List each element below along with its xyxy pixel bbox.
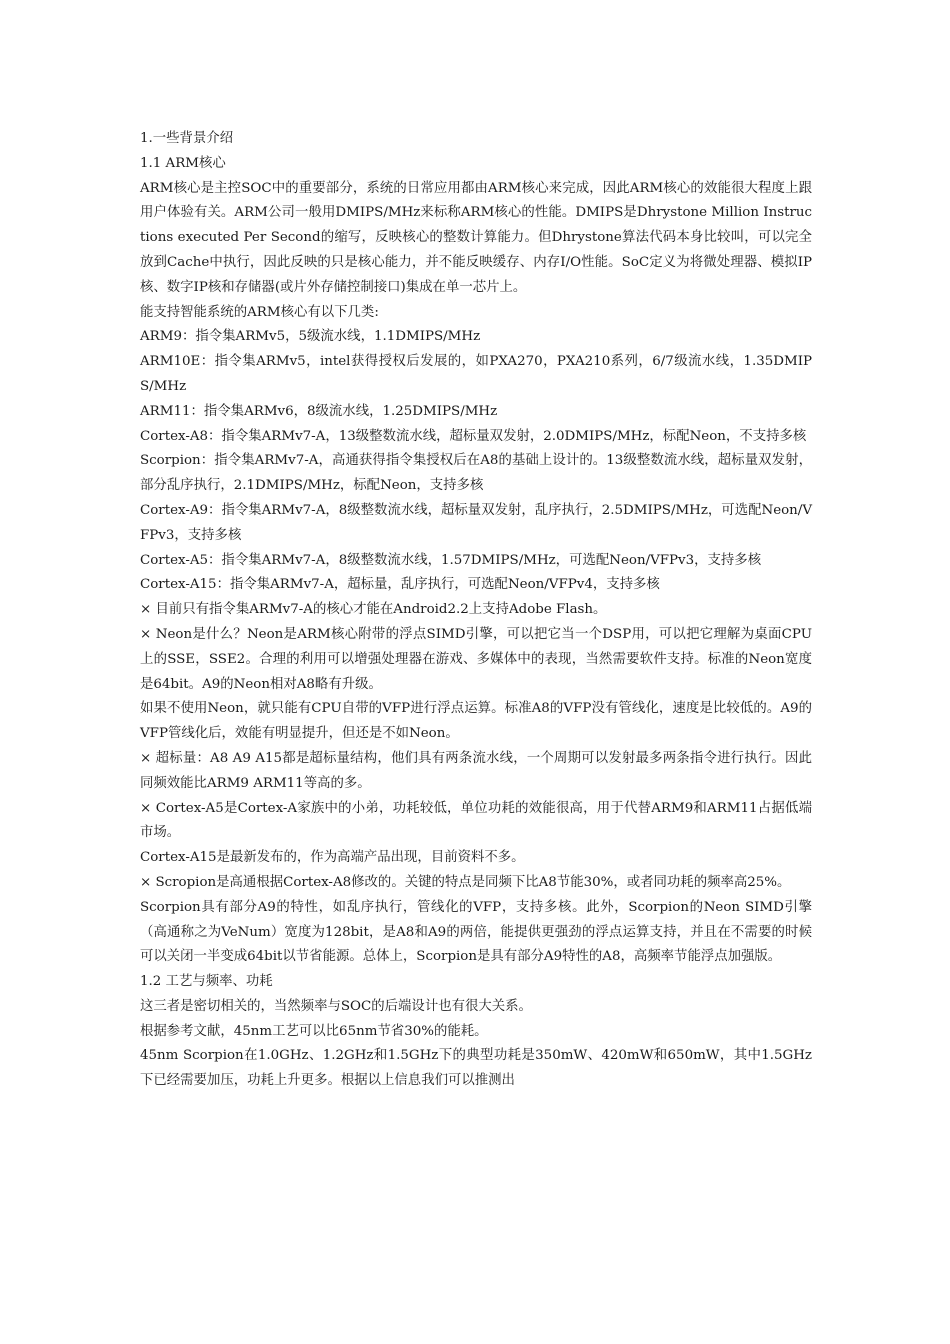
paragraph-note-flash: × 目前只有指令集ARMv7-A的核心才能在Android2.2上支持Adobe Flash。 — [140, 602, 607, 618]
paragraph-scorpion: Scorpion：指令集ARMv7-A，高通获得指令集授权后在A8的基础上设计的。13级整数流水线，超标量双发射，部分乱序执行，2.1DMIPS/MHz，标配Neon，支持多核 — [140, 453, 812, 494]
section-heading-1-2: 1.2 工艺与频率、功耗 — [140, 974, 273, 990]
paragraph-process-relation: 这三者是密切相关的，当然频率与SOC的后端设计也有很大关系。 — [140, 998, 532, 1014]
paragraph-core-list-intro: 能支持智能系统的ARM核心有以下几类: — [140, 304, 379, 320]
paragraph-scorpion-power: 45nm Scorpion在1.0GHz、1.2GHz和1.5GHz下的典型功耗是350mW、420mW和650mW，其中1.5GHz下已经需要加压，功耗上升更多。根据以上信息我们可以推测出 — [140, 1048, 812, 1089]
paragraph-cortex-a9: Cortex-A9：指令集ARMv7-A，8级整数流水线，超标量双发射，乱序执行，2.5DMIPS/MHz，可选配Neon/VFPv3，支持多核 — [140, 502, 812, 543]
paragraph-cortex-a15: Cortex-A15：指令集ARMv7-A，超标量，乱序执行，可选配Neon/VFPv4，支持多核 — [140, 577, 660, 593]
paragraph-vfp: 如果不使用Neon，就只能有CPU自带的VFP进行浮点运算。标准A8的VFP没有管线化，速度是比较低的。A9的VFP管线化后，效能有明显提升，但还是不如Neon。 — [140, 701, 812, 742]
paragraph-arm10e: ARM10E：指令集ARMv5，intel获得授权后发展的，如PXA270，PXA210系列，6/7级流水线，1.35DMIPS/MHz — [140, 354, 812, 394]
paragraph-scorpion-features: Scorpion具有部分A9的特性，如乱序执行，管线化的VFP，支持多核。此外，Scorpion的Neon SIMD引擎（高通称之为VeNum）宽度为128bit，是A8和A9的两倍，能提供更强劲的浮点运算支持，并且在不需要的时候可以关闭一半变成64bit以节省能源。总体上，Scorpion是具有部分A9特性的A8，高频率节能浮点加强版。 — [140, 899, 812, 965]
paragraph-note-neon: × Neon是什么？Neon是ARM核心附带的浮点SIMD引擎，可以把它当一个DSP用，可以把它理解为桌面CPU上的SSE，SSE2。合理的利用可以增强处理器在游戏、多媒体中的表现，当然需要软件支持。标准的Neon宽度是64bit。A9的Neon相对A8略有升级。 — [140, 626, 812, 692]
section-heading-1-1: 1.1 ARM核心 — [140, 155, 226, 171]
section-heading-1: 1.一些背景介绍 — [140, 131, 234, 146]
paragraph-cortex-a8: Cortex-A8：指令集ARMv7-A，13级整数流水线，超标量双发射，2.0DMIPS/MHz，标配Neon，不支持多核 — [140, 428, 807, 444]
paragraph-note-superscalar: × 超标量：A8 A9 A15都是超标量结构，他们具有两条流水线，一个周期可以发射最多两条指令进行执行。因此同频效能比ARM9 ARM11等高的多。 — [140, 750, 812, 791]
paragraph-arm11: ARM11：指令集ARMv6，8级流水线，1.25DMIPS/MHz — [140, 403, 498, 419]
paragraph-arm9: ARM9：指令集ARMv5，5级流水线，1.1DMIPS/MHz — [140, 329, 481, 345]
paragraph-cortex-a15-note: Cortex-A15是最新发布的，作为高端产品出现，目前资料不多。 — [140, 850, 525, 866]
paragraph-arm-core-intro: ARM核心是主控SOC中的重要部分，系统的日常应用都由ARM核心来完成，因此ARM核心的效能很大程度上跟用户体验有关。ARM公司一般用DMIPS/MHz来标称ARM核心的性能。DMIPS是Dhrystone Million Instructions executed Per Second的缩写，反映核心的整数计算能力。但Dhrystone算法代码本身比较叫，可以完全放到Cache中执行，因此反映的只是核心能力，并不能反映缓存、内存I/O性能。SoC定义为将微处理器、模拟IP核、数字IP核和存储器(或片外存储控制接口)集成在单一芯片上。 — [140, 180, 812, 295]
paragraph-cortex-a5: Cortex-A5：指令集ARMv7-A，8级整数流水线，1.57DMIPS/MHz，可选配Neon/VFPv3，支持多核 — [140, 552, 762, 568]
paragraph-note-cortex-a5: × Cortex-A5是Cortex-A家族中的小弟，功耗较低，单位功耗的效能很高，用于代替ARM9和ARM11占据低端市场。 — [140, 800, 812, 841]
paragraph-45nm-savings: 根据参考文献，45nm工艺可以比65nm节省30%的能耗。 — [140, 1023, 488, 1039]
document-page — [140, 127, 812, 1094]
paragraph-note-scropion: × Scropion是高通根据Cortex-A8修改的。关键的特点是同频下比A8节能30%，或者同功耗的频率高25%。 — [140, 874, 791, 890]
